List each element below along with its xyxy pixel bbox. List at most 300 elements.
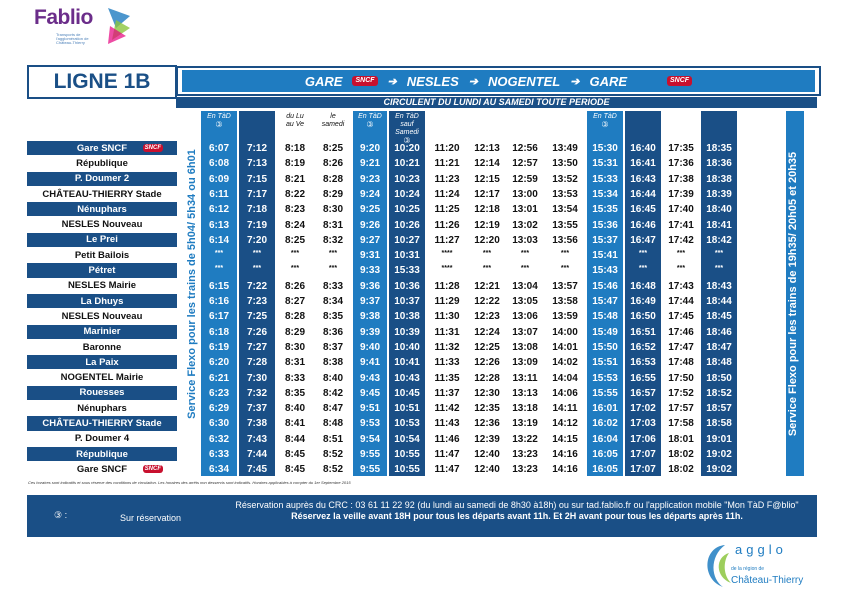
- time-cell: 16:40: [630, 143, 656, 154]
- stop-row: [27, 156, 177, 171]
- column-header-circle: ③: [366, 120, 374, 129]
- time-cell: 6:12: [208, 204, 229, 216]
- time-cell: 13:54: [552, 204, 578, 216]
- time-cell: 10:41: [394, 357, 420, 369]
- time-cell: 6:21: [208, 372, 229, 384]
- time-cell: 18:52: [706, 387, 732, 399]
- time-cell: 16:01: [592, 403, 618, 415]
- time-cell: 18:47: [706, 341, 732, 353]
- time-cell: 9:27: [359, 234, 380, 246]
- time-cell: ***: [714, 250, 724, 258]
- time-cell: 8:26: [322, 158, 343, 170]
- time-cell: 14:02: [552, 357, 578, 369]
- stop-name: République: [76, 448, 128, 460]
- column-header-h1: En TàD sauf: [395, 113, 419, 128]
- time-cell: 7:18: [246, 204, 267, 216]
- time-column: [239, 111, 275, 476]
- time-cell: 16:52: [630, 341, 656, 353]
- stop-name: Nénuphars: [77, 203, 127, 215]
- time-cell: 8:29: [284, 326, 305, 338]
- time-cell: 11:47: [434, 464, 460, 476]
- reservation-text: [217, 500, 817, 522]
- time-cell: 16:51: [630, 326, 656, 338]
- stop-row: [27, 370, 177, 385]
- stop-name: La Dhuys: [80, 295, 124, 307]
- period-banner: CIRCULENT DU LUNDI AU SAMEDI TOUTE PERIODE: [176, 97, 817, 108]
- stop-name: Petit Bailois: [74, 249, 130, 261]
- reservation-label: Sur réservation: [120, 513, 182, 523]
- time-cell: 8:48: [322, 418, 343, 430]
- time-cell: 9:36: [359, 280, 380, 292]
- time-cell: 10:39: [394, 326, 420, 338]
- time-cell: 16:53: [630, 357, 656, 369]
- time-cell: 8:35: [322, 311, 343, 323]
- column-header-circle: ③: [601, 120, 609, 129]
- stop-row: [27, 447, 177, 462]
- time-cell: 9:51: [359, 403, 380, 415]
- time-cell: 8:34: [322, 296, 343, 307]
- time-column: [277, 111, 313, 476]
- time-cell: 11:35: [434, 372, 460, 384]
- time-cell: 6:09: [208, 173, 229, 185]
- time-cell: 17:48: [668, 357, 694, 369]
- time-cell: 6:34: [208, 464, 229, 476]
- stop-row: [27, 233, 177, 248]
- time-cell: 9:20: [359, 143, 380, 154]
- time-cell: 15:50: [592, 341, 618, 353]
- time-cell: 12:14: [474, 158, 500, 170]
- time-cell: 7:45: [246, 464, 267, 476]
- time-cell: 8:23: [284, 204, 305, 216]
- time-cell: 8:31: [284, 357, 305, 369]
- stop-list: [27, 141, 177, 478]
- stop-name: NESLES Nouveau: [61, 219, 143, 231]
- time-cell: 6:14: [208, 234, 229, 246]
- time-cell: 17:38: [668, 173, 694, 185]
- time-cell: 9:39: [359, 326, 380, 338]
- time-cell: 8:26: [284, 280, 305, 292]
- stop-name: Nénuphars: [77, 402, 127, 414]
- time-cell: 12:19: [474, 219, 500, 231]
- stop-name: Rouesses: [79, 387, 125, 399]
- time-cell: 17:58: [668, 418, 694, 430]
- time-cell: 12:17: [474, 188, 500, 200]
- time-cell: 18:02: [668, 449, 694, 460]
- time-cell: 17:43: [668, 280, 694, 292]
- time-cell: 18:45: [706, 311, 732, 323]
- footnote: Ces horaires sont indicatifs et sous réserve des conditions de circulation. Les horaires des arrêts non desservis sont indicatifs. Horaires applicables à compter du 1er Septembre 2015: [28, 480, 351, 485]
- time-cell: 8:33: [322, 280, 343, 292]
- flexo-left: [185, 111, 199, 456]
- time-cell: 17:42: [668, 234, 694, 246]
- time-cell: 12:40: [474, 449, 500, 460]
- time-cell: 13:00: [512, 188, 538, 200]
- stop-name: NESLES Nouveau: [61, 310, 143, 322]
- time-cell: 17:50: [668, 372, 694, 384]
- time-cell: 10:20: [394, 143, 420, 154]
- time-cell: ***: [290, 265, 300, 273]
- time-cell: 10:25: [394, 204, 420, 216]
- time-cell: 13:55: [552, 219, 578, 231]
- time-cell: 16:48: [630, 280, 656, 292]
- time-cell: 17:44: [668, 296, 694, 307]
- time-cell: 16:44: [630, 188, 656, 200]
- time-cell: 12:39: [474, 433, 500, 445]
- time-cell: 7:27: [246, 341, 267, 353]
- time-cell: 8:33: [284, 372, 305, 384]
- time-cell: 12:22: [474, 296, 500, 307]
- time-cell: 16:04: [592, 433, 618, 445]
- time-cell: 8:31: [322, 219, 343, 231]
- time-cell: 8:28: [322, 173, 343, 185]
- time-cell: 18:44: [706, 296, 732, 307]
- time-cell: 15:36: [592, 219, 618, 231]
- time-cell: 18:02: [668, 464, 694, 476]
- time-cell: 8:42: [322, 387, 343, 399]
- time-cell: 14:15: [552, 433, 578, 445]
- stop-name: La Paix: [85, 356, 119, 368]
- time-cell: 10:36: [394, 280, 420, 292]
- time-cell: ***: [560, 250, 570, 258]
- time-cell: 13:49: [552, 143, 578, 154]
- stop-name: Baronne: [82, 341, 122, 353]
- stop-row: [27, 187, 177, 202]
- time-cell: 11:33: [434, 357, 460, 369]
- time-cell: 14:01: [552, 341, 578, 353]
- time-cell: 15:31: [592, 158, 618, 170]
- time-cell: ***: [328, 250, 338, 258]
- time-cell: 19:01: [706, 433, 732, 445]
- time-cell: 16:05: [592, 449, 618, 460]
- route-stop: NESLES: [406, 73, 459, 89]
- time-cell: 7:12: [246, 143, 267, 154]
- time-cell: 18:36: [706, 158, 732, 170]
- time-cell: 7:25: [246, 311, 267, 323]
- route-stop: NOGENTEL: [488, 73, 561, 89]
- column-header: [315, 113, 351, 129]
- time-cell: 16:50: [630, 311, 656, 323]
- time-cell: 7:43: [246, 433, 267, 445]
- time-cell: 11:23: [434, 173, 460, 185]
- time-cell: 12:59: [512, 173, 538, 185]
- time-cell: 10:38: [394, 311, 420, 323]
- time-cell: 11:27: [434, 234, 460, 246]
- time-cell: 8:27: [284, 296, 305, 307]
- time-cell: ***: [482, 250, 492, 258]
- stop-name: Gare SNCF: [76, 142, 128, 154]
- time-cell: 12:20: [474, 234, 500, 246]
- time-column: [315, 111, 351, 476]
- time-cell: 6:23: [208, 387, 229, 399]
- time-cell: 10:51: [394, 403, 420, 415]
- time-cell: 16:55: [630, 372, 656, 384]
- time-cell: 15:30: [592, 143, 618, 154]
- time-cell: 9:37: [359, 296, 380, 307]
- column-header-h1: En TàD: [358, 113, 382, 120]
- time-cell: 18:48: [706, 357, 732, 369]
- time-cell: 12:26: [474, 357, 500, 369]
- time-cell: 18:42: [706, 234, 732, 246]
- time-cell: 9:53: [359, 418, 380, 430]
- time-cell: 8:29: [322, 188, 343, 200]
- time-cell: 18:38: [706, 173, 732, 185]
- time-cell: 17:46: [668, 326, 694, 338]
- column-header-h2: au Ve: [285, 121, 305, 128]
- time-cell: 9:45: [359, 387, 380, 399]
- time-column: [469, 111, 505, 476]
- time-cell: 13:23: [512, 464, 538, 476]
- stop-name: CHÂTEAU-THIERRY Stade: [42, 188, 162, 200]
- time-cell: 6:11: [209, 188, 229, 200]
- time-cell: 15:53: [592, 372, 618, 384]
- time-cell: 8:44: [284, 433, 305, 445]
- time-cell: 9:21: [359, 158, 380, 170]
- time-cell: 8:52: [322, 449, 343, 460]
- stop-name: République: [76, 157, 128, 169]
- reservation-line-2: Réservez la veille avant 18H pour tous les départs avant 11h. Et 2H avant pour tous les départs après 11h.: [291, 511, 743, 521]
- time-cell: 13:58: [552, 296, 578, 307]
- stop-row: [27, 401, 177, 416]
- time-cell: 11:30: [434, 311, 460, 323]
- time-cell: 16:46: [630, 219, 656, 231]
- time-cell: 8:28: [284, 311, 305, 323]
- time-cell: 15:33: [394, 265, 420, 277]
- time-cell: 13:13: [512, 387, 538, 399]
- time-cell: 18:57: [706, 403, 732, 415]
- agglo-subtitle: de la région de: [731, 566, 765, 572]
- route-arrow-icon: ➔: [387, 75, 397, 88]
- time-cell: 13:11: [512, 372, 538, 384]
- time-cell: 11:46: [434, 433, 460, 445]
- time-column: [587, 111, 623, 476]
- time-cell: 13:22: [512, 433, 538, 445]
- logo-subtitle: Transports de l'agglomération de Château-Thierry: [56, 32, 89, 45]
- time-cell: 9:41: [359, 357, 380, 369]
- time-cell: 15:33: [592, 173, 618, 185]
- time-cell: 13:57: [552, 280, 578, 292]
- time-cell: 14:00: [552, 326, 578, 338]
- time-cell: 10:55: [394, 464, 420, 476]
- time-cell: 13:19: [512, 418, 538, 430]
- stop-row: [27, 294, 177, 309]
- time-cell: 13:02: [512, 219, 538, 231]
- time-cell: 15:49: [592, 326, 618, 338]
- time-cell: 16:49: [630, 296, 656, 307]
- route-arrow-icon: ➔: [570, 75, 580, 88]
- time-cell: 11:21: [434, 158, 460, 170]
- logo-shapes-icon: [106, 6, 132, 46]
- time-cell: 9:33: [359, 265, 380, 277]
- time-cell: 11:32: [434, 341, 460, 353]
- time-cell: 16:41: [630, 158, 656, 170]
- time-cell: 12:24: [474, 326, 500, 338]
- column-header-circle: ③: [403, 136, 411, 145]
- time-cell: 11:26: [434, 219, 460, 231]
- time-cell: 13:59: [552, 311, 578, 323]
- time-cell: 17:02: [630, 403, 656, 415]
- time-cell: 15:37: [592, 234, 618, 246]
- stop-row: [27, 325, 177, 340]
- time-cell: 18:40: [706, 204, 732, 216]
- time-cell: 12:15: [474, 173, 500, 185]
- route-stop: GARE: [304, 73, 343, 89]
- time-cell: 16:45: [630, 204, 656, 216]
- time-cell: 9:54: [359, 433, 380, 445]
- time-cell: 10:45: [394, 387, 420, 399]
- stop-row: [27, 248, 177, 263]
- time-cell: 12:18: [474, 204, 500, 216]
- time-cell: 14:16: [552, 449, 578, 460]
- time-cell: 6:20: [208, 357, 229, 369]
- time-column: [625, 111, 661, 476]
- column-header: [201, 113, 237, 129]
- time-cell: 13:52: [552, 173, 578, 185]
- time-cell: 13:53: [552, 188, 578, 200]
- time-cell: 8:32: [322, 234, 343, 246]
- time-cell: 11:20: [434, 143, 460, 154]
- time-cell: 12:40: [474, 464, 500, 476]
- time-cell: 19:02: [706, 449, 732, 460]
- time-cell: ***: [290, 250, 300, 258]
- time-cell: 9:55: [359, 449, 380, 460]
- time-cell: 9:26: [359, 219, 380, 231]
- time-cell: 12:25: [474, 341, 500, 353]
- time-cell: 7:23: [246, 296, 267, 307]
- time-cell: 16:57: [630, 387, 656, 399]
- time-cell: 12:13: [474, 143, 500, 154]
- time-cell: 13:01: [512, 204, 538, 216]
- time-cell: 15:43: [592, 265, 618, 277]
- time-cell: 7:30: [246, 372, 267, 384]
- stop-name: NOGENTEL Mairie: [60, 372, 144, 384]
- time-cell: 12:30: [474, 387, 500, 399]
- time-cell: 13:56: [552, 234, 578, 246]
- time-cell: 8:45: [284, 464, 305, 476]
- time-cell: 10:26: [394, 219, 420, 231]
- time-cell: 12:57: [512, 158, 538, 170]
- stop-row: [27, 340, 177, 355]
- flexo-right: [786, 111, 800, 476]
- time-cell: 6:30: [208, 418, 229, 430]
- flexo-right-text: Service Flexo pour les trains de 19h35/ 20h05 et 20h35: [787, 151, 799, 436]
- sncf-badge-icon: SNCF: [144, 466, 161, 473]
- time-cell: 17:07: [630, 464, 656, 476]
- sncf-badge-icon: SNCF: [144, 145, 161, 151]
- time-column: [545, 111, 585, 476]
- time-cell: 13:04: [512, 280, 538, 292]
- time-cell: 7:22: [246, 280, 267, 292]
- flexo-left-text: Service Flexo pour les trains de 5h04/ 5h34 ou 6h01: [186, 148, 198, 419]
- time-cell: 15:48: [592, 311, 618, 323]
- time-cell: ***: [252, 250, 262, 258]
- time-cell: 17:06: [630, 433, 656, 445]
- fablio-logo: [34, 6, 114, 50]
- time-cell: 7:44: [246, 449, 267, 460]
- time-cell: 8:38: [322, 357, 343, 369]
- time-cell: 9:25: [359, 204, 380, 216]
- agglo-logo: [695, 539, 820, 595]
- time-cell: 13:07: [512, 326, 538, 338]
- agglo-word: agglo: [735, 542, 787, 557]
- time-cell: 11:43: [434, 418, 460, 430]
- time-cell: 8:30: [322, 204, 343, 216]
- time-cell: 11:28: [434, 280, 460, 292]
- time-cell: 17:57: [668, 403, 694, 415]
- timetable-grid: [201, 111, 786, 476]
- stop-name: Le Prei: [86, 234, 118, 246]
- time-cell: 10:55: [394, 449, 420, 460]
- time-cell: 11:24: [434, 188, 460, 200]
- time-cell: 7:28: [246, 357, 267, 369]
- time-cell: 13:03: [512, 234, 538, 246]
- time-cell: 11:37: [434, 387, 460, 399]
- time-cell: 7:15: [246, 173, 267, 185]
- time-cell: 6:16: [208, 296, 229, 307]
- time-cell: 14:04: [552, 372, 578, 384]
- reservation-icon: ③ :: [54, 510, 68, 520]
- time-cell: 6:15: [208, 280, 229, 292]
- time-cell: 17:39: [668, 188, 694, 200]
- time-cell: 6:17: [208, 311, 229, 323]
- time-cell: 12:23: [474, 311, 500, 323]
- time-column: [353, 111, 387, 476]
- time-cell: 10:43: [394, 372, 420, 384]
- stop-row: [27, 432, 177, 447]
- column-header-h1: du Lu: [286, 113, 304, 120]
- time-cell: ***: [638, 265, 648, 273]
- stop-row: [27, 355, 177, 370]
- time-cell: 10:53: [394, 418, 420, 430]
- time-cell: 15:47: [592, 296, 618, 307]
- time-cell: 12:36: [474, 418, 500, 430]
- time-column: [389, 111, 425, 476]
- time-cell: 12:21: [474, 280, 500, 292]
- time-cell: 18:01: [668, 433, 694, 445]
- time-cell: 10:37: [394, 296, 420, 307]
- stop-row: [27, 263, 177, 278]
- time-cell: 14:12: [552, 418, 578, 430]
- stop-name: NESLES Mairie: [67, 280, 137, 292]
- time-cell: 12:35: [474, 403, 500, 415]
- time-cell: ***: [214, 265, 224, 273]
- time-cell: 13:09: [512, 357, 538, 369]
- time-cell: 18:39: [706, 188, 732, 200]
- time-cell: 7:26: [246, 326, 267, 338]
- time-cell: 13:05: [512, 296, 538, 307]
- time-cell: 9:24: [359, 188, 380, 200]
- time-cell: 12:56: [512, 143, 538, 154]
- time-cell: 8:37: [322, 341, 343, 353]
- time-cell: 15:41: [592, 250, 618, 262]
- time-cell: 15:55: [592, 387, 618, 399]
- time-column: [701, 111, 737, 476]
- time-cell: 7:17: [246, 188, 267, 200]
- time-cell: 18:46: [706, 326, 732, 338]
- time-cell: 14:11: [552, 403, 578, 415]
- time-cell: ***: [676, 265, 686, 273]
- time-cell: 6:33: [208, 449, 229, 460]
- column-header-h1: En TàD: [207, 113, 231, 120]
- time-cell: 16:02: [592, 418, 618, 430]
- time-cell: 8:52: [322, 464, 343, 476]
- time-cell: 11:29: [434, 296, 460, 307]
- stop-name: CHÂTEAU-THIERRY Stade: [42, 417, 162, 429]
- time-cell: 8:22: [284, 188, 305, 200]
- column-header-h2: samedi: [321, 121, 345, 128]
- time-cell: 10:23: [394, 173, 420, 185]
- time-cell: 15:46: [592, 280, 618, 292]
- time-cell: 8:21: [284, 173, 305, 185]
